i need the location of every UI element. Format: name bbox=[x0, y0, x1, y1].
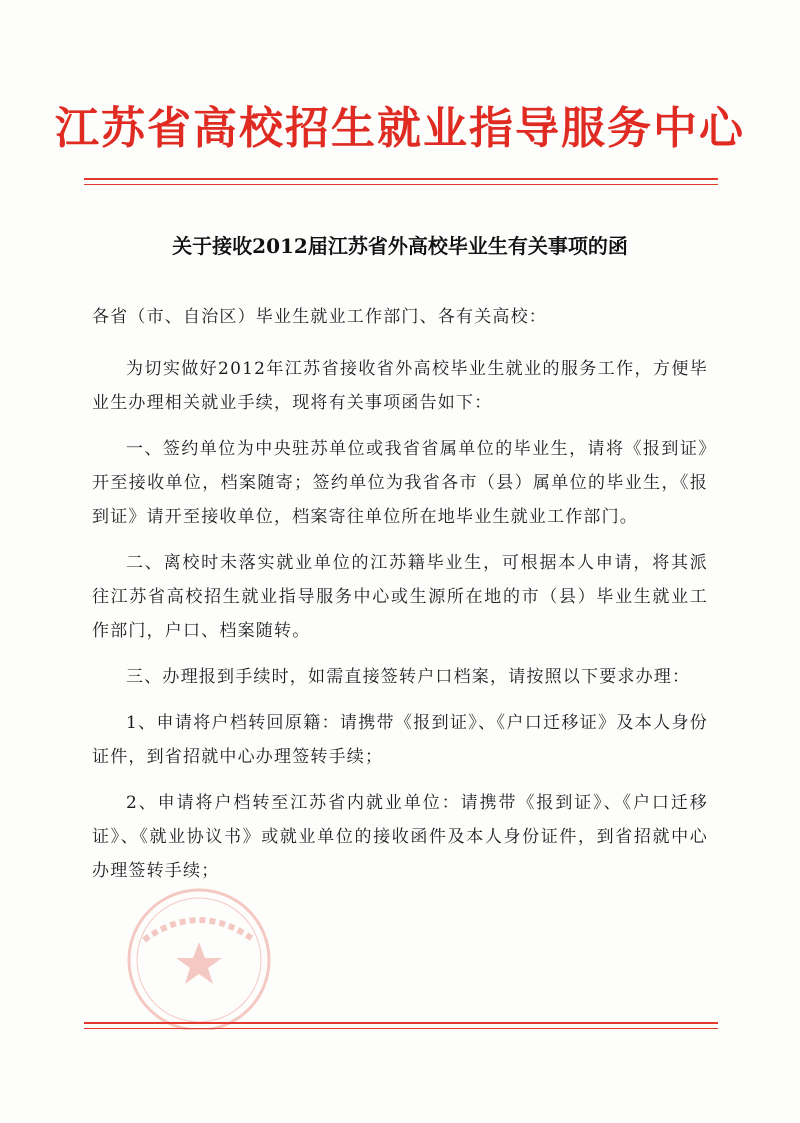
document-title: 关于接收2012届江苏省外高校毕业生有关事项的函 bbox=[172, 234, 628, 258]
official-seal-icon bbox=[104, 880, 294, 1030]
paragraph-intro: 为切实做好2012年江苏省接收省外高校毕业生就业的服务工作，方便毕业生办理相关就业手续，现将有关事项函告如下： bbox=[92, 359, 708, 413]
salutation: 各省（市、自治区）毕业生就业工作部门、各有关高校： bbox=[92, 307, 547, 327]
paragraph-item-2: 二、离校时未落实就业单位的江苏籍毕业生，可根据本人申请，将其派往江苏省高校招生就业指导服务中心或生源所在地的市（县）毕业生就业工作部门，户口、档案随转。 bbox=[92, 553, 708, 641]
paragraph-item-3: 三、办理报到手续时，如需直接签转户口档案，请按照以下要求办理： bbox=[126, 667, 691, 687]
paragraph-item-1: 一、签约单位为中央驻苏单位或我省省属单位的毕业生，请将《报到证》开至接收单位，档案随寄；签约单位为我省各市（县）属单位的毕业生，《报到证》请开至接收单位，档案寄往单位所在地毕业生就业工作部门。 bbox=[92, 439, 708, 527]
paragraph-subitem-1: 1、申请将户档转回原籍：请携带《报到证》、《户口迁移证》及本人身份证件，到省招就中心办理签转手续； bbox=[92, 713, 708, 767]
letterhead-rule-thick bbox=[84, 178, 718, 180]
letterhead-rule-thin bbox=[84, 184, 718, 185]
document-body bbox=[92, 300, 708, 900]
footer-rule-thick bbox=[84, 1022, 718, 1024]
letterhead-title: 江苏省高校招生就业指导服务中心 bbox=[55, 103, 745, 154]
paragraph-subitem-2: 2、申请将户档转至江苏省内就业单位：请携带《报到证》、《户口迁移证》、《就业协议书》或就业单位的接收函件及本人身份证件，到省招就中心办理签转手续； bbox=[92, 793, 708, 881]
footer-rule-thin bbox=[84, 1028, 718, 1029]
